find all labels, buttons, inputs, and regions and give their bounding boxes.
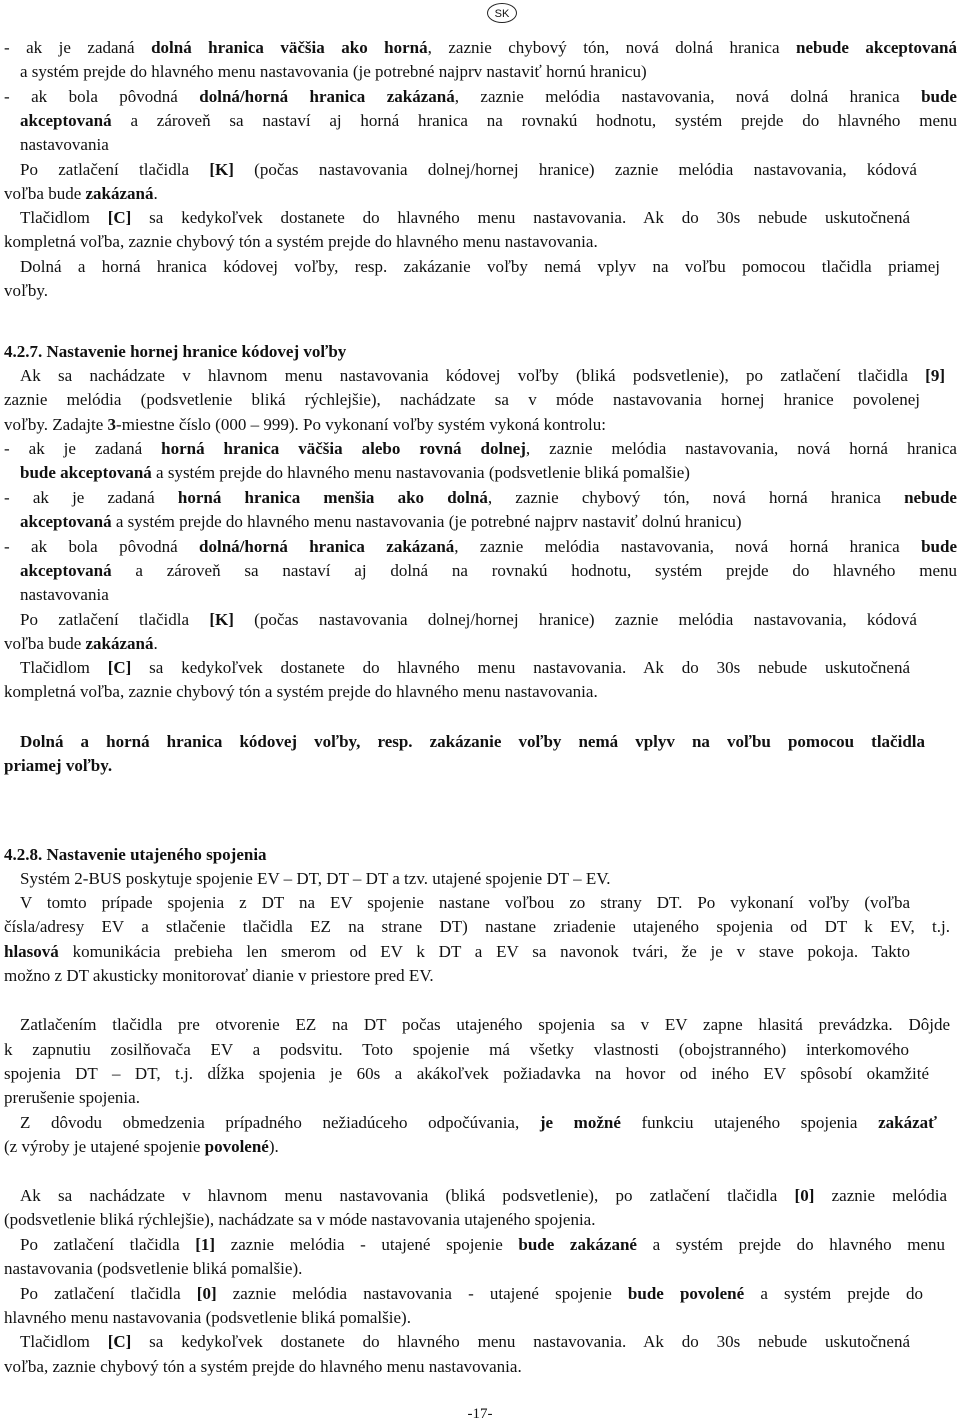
note-line: priamej voľby.	[4, 756, 113, 775]
text-line: Po zatlačení tlačidla [K] (počas nastavovania dolnej/hornej hranice) zaznie melódia nastavovania, kódová	[20, 610, 917, 629]
text-line: nastavovania	[20, 135, 109, 154]
text-line: k zapnutiu zosilňovača EV a podsvitu. Toto spojenie má všetky vlastnosti (obojstranného) interkomového	[4, 1040, 909, 1059]
text-line: možno z DT akusticky monitorovať dianie v priestore pred EV.	[4, 966, 434, 985]
text-line: voľba bude zakázaná.	[4, 634, 158, 653]
language-badge: SK	[487, 3, 517, 23]
text-line: voľby.	[4, 281, 49, 300]
text-line: bude akceptovaná a systém prejde do hlavného menu nastavovania (podsvetlenie bliká pomalšie)	[20, 463, 690, 482]
text-line: Tlačidlom [C] sa kedykoľvek dostanete do hlavného menu nastavovania. Ak do 30s nebude uskutočnená	[20, 208, 910, 227]
text-line: hlasová komunikácia prebieha len smerom od EV k DT a EV sa navonok tvári, že je v stave pokoja. Takto	[4, 942, 910, 961]
text-line: (z výroby je utajené spojenie povolené).	[4, 1137, 279, 1156]
text-line: Dolná a horná hranica kódovej voľby, resp. zakázanie voľby nemá vplyv na voľbu pomocou tlačidla priamej	[20, 257, 940, 276]
note-line: Dolná a horná hranica kódovej voľby, resp. zakázanie voľby nemá vplyv na voľbu pomocou tlačidla	[20, 732, 925, 751]
text-line: Po zatlačení tlačidla [0] zaznie melódia nastavovania - utajené spojenie bude povolené a systém prejde do	[20, 1284, 923, 1303]
text-line: Tlačidlom [C] sa kedykoľvek dostanete do hlavného menu nastavovania. Ak do 30s nebude uskutočnená	[20, 1332, 910, 1351]
text-line: Ak sa nachádzate v hlavnom menu nastavovania kódovej voľby (bliká podsvetlenie), po zatlačení tlačidla [9]	[20, 366, 945, 385]
text-line: Zatlačením tlačidla pre otvorenie EZ na DT počas utajeného spojenia sa v EV zapne hlasitá prevádzka. Dôjde	[20, 1015, 950, 1034]
text-line: - ak bola pôvodná dolná/horná hranica zakázaná, zaznie melódia nastavovania, nová horná hranica bude	[4, 537, 957, 556]
text-line: voľby. Zadajte 3-miestne číslo (000 – 999). Po vykonaní voľby systém vykoná kontrolu:	[4, 415, 606, 434]
text-line: akceptovaná a zároveň sa nastaví aj horná hranica na rovnakú hodnotu, systém prejde do hlavného menu	[20, 111, 957, 130]
text-line: nastavovania (podsvetlenie bliká pomalšie).	[4, 1259, 303, 1278]
text-line: spojenia DT – DT, t.j. dĺžka spojenia je 60s a akákoľvek požiadavka na hovor od iného EV spôsobí okamžité	[4, 1064, 929, 1083]
text-line: Systém 2-BUS poskytuje spojenie EV – DT, DT – DT a tzv. utajené spojenie DT – EV.	[20, 869, 611, 888]
text-line: Po zatlačení tlačidla [1] zaznie melódia - utajené spojenie bude zakázané a systém prejde do hlavného menu	[20, 1235, 945, 1254]
page-number: -17-	[467, 1406, 493, 1422]
text-line: V tomto prípade spojenia z DT na EV spojenie nastane voľbou zo strany DT. Po vykonaní voľby (voľba	[20, 893, 910, 912]
section-heading: 4.2.7. Nastavenie hornej hranice kódovej voľby	[4, 342, 347, 361]
text-line: hlavného menu nastavovania (podsvetlenie bliká pomalšie).	[4, 1308, 411, 1327]
text-line: - ak je zadaná dolná hranica väčšia ako horná, zaznie chybový tón, nová dolná hranica nebude akceptovaná	[4, 38, 957, 57]
text-line: zaznie melódia (podsvetlenie bliká rýchlejšie), nachádzate sa v móde nastavovania hornej hranice povolenej	[4, 390, 920, 409]
text-line: kompletná voľba, zaznie chybový tón a systém prejde do hlavného menu nastavovania.	[4, 232, 598, 251]
text-line: Z dôvodu obmedzenia prípadného nežiadúceho odpočúvania, je možné funkciu utajeného spojenia zakázať	[20, 1113, 937, 1132]
text-line: prerušenie spojenia.	[4, 1088, 140, 1107]
text-line: - ak je zadaná horná hranica menšia ako dolná, zaznie chybový tón, nová horná hranica nebude	[4, 488, 957, 507]
text-line: nastavovania	[20, 585, 109, 604]
text-line: Tlačidlom [C] sa kedykoľvek dostanete do hlavného menu nastavovania. Ak do 30s nebude uskutočnená	[20, 658, 910, 677]
text-line: - ak je zadaná horná hranica väčšia alebo rovná dolnej, zaznie melódia nastavovania, nová horná hranica	[4, 439, 957, 458]
text-line: (podsvetlenie bliká rýchlejšie), nachádzate sa v móde nastavovania utajeného spojenia.	[4, 1210, 596, 1229]
text-line: čísla/adresy EV a stlačenie tlačidla EZ na strane DT) nastane zriadenie utajeného spojenia od DT k EV, t.j.	[4, 917, 950, 936]
text-line: kompletná voľba, zaznie chybový tón a systém prejde do hlavného menu nastavovania.	[4, 682, 598, 701]
text-line: akceptovaná a systém prejde do hlavného menu nastavovania (je potrebné najprv nastaviť dolnú hranicu)	[20, 512, 742, 531]
text-line: akceptovaná a zároveň sa nastaví aj dolná na rovnakú hodnotu, systém prejde do hlavného menu	[20, 561, 957, 580]
text-line: Ak sa nachádzate v hlavnom menu nastavovania (bliká podsvetlenie), po zatlačení tlačidla [0] zaznie melódia	[20, 1186, 947, 1205]
text-line: Po zatlačení tlačidla [K] (počas nastavovania dolnej/hornej hranice) zaznie melódia nastavovania, kódová	[20, 160, 917, 179]
text-line: voľba bude zakázaná.	[4, 184, 158, 203]
text-line: voľba, zaznie chybový tón a systém prejde do hlavného menu nastavovania.	[4, 1357, 522, 1376]
text-line: a systém prejde do hlavného menu nastavovania (je potrebné najprv nastaviť hornú hranicu)	[20, 62, 647, 81]
text-line: - ak bola pôvodná dolná/horná hranica zakázaná, zaznie melódia nastavovania, nová dolná hranica bude	[4, 87, 957, 106]
section-heading: 4.2.8. Nastavenie utajeného spojenia	[4, 845, 267, 864]
